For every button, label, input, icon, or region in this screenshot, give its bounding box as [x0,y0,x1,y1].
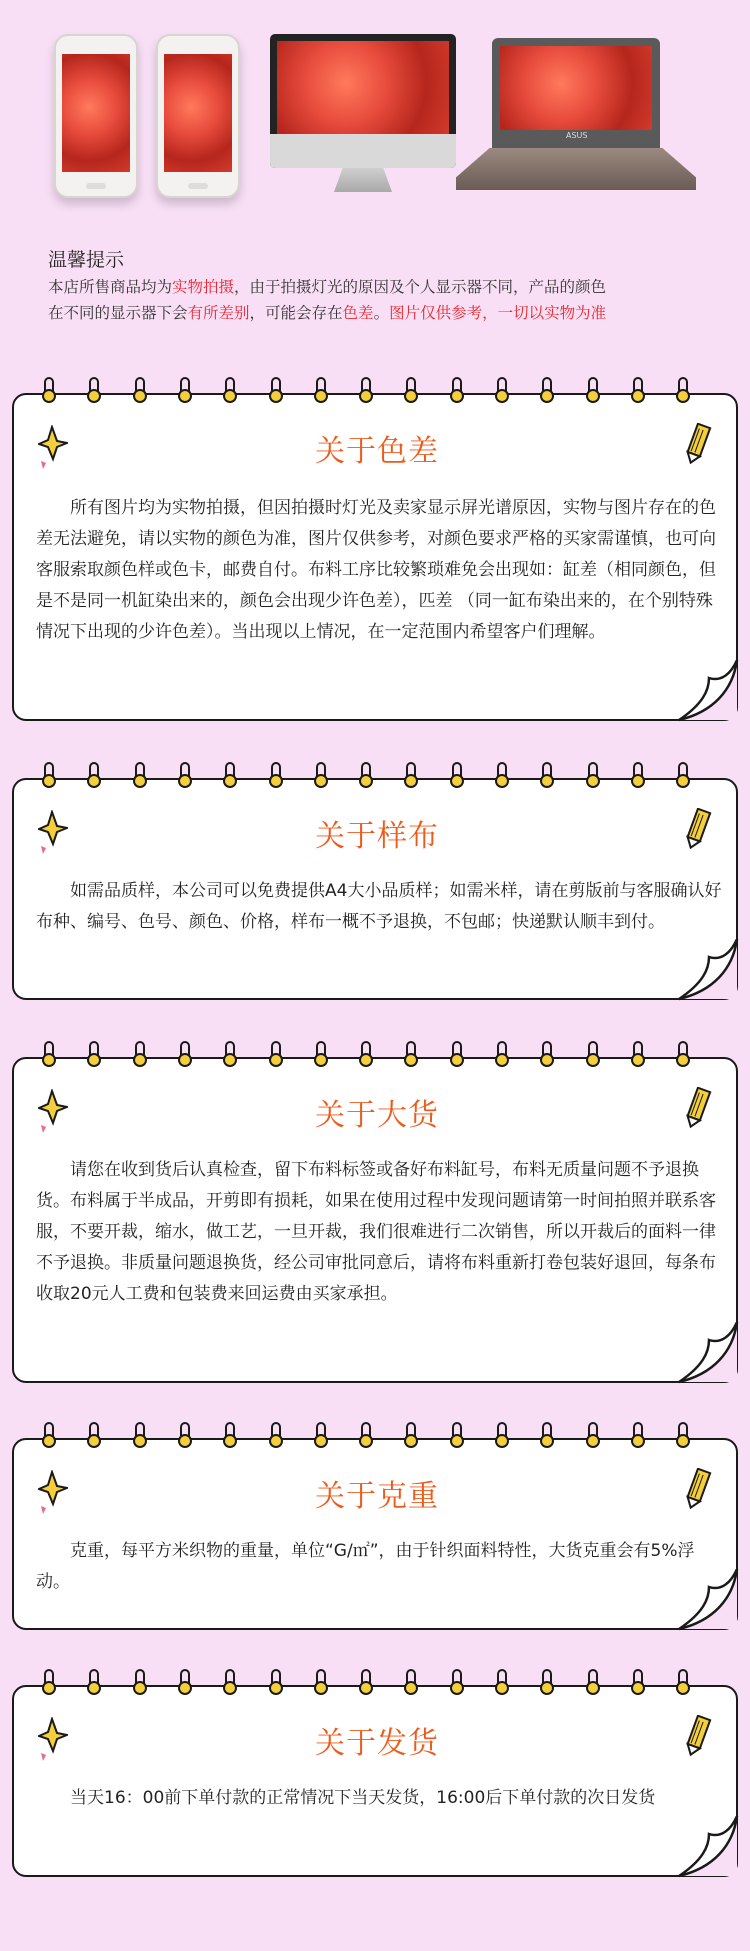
binder-ring [540,1669,554,1697]
binder-ring [404,1041,418,1069]
notice-section [48,248,708,326]
page-curl-icon [673,1816,739,1878]
phone-left [54,34,138,198]
binder-ring [631,1669,645,1697]
page-curl-icon [673,660,739,722]
binder-ring [223,1041,237,1069]
card-text: 请您在收到货后认真检查，留下布料标签或备好布料缸号，布料无质量问题不予退换货。布料属于半成品，开剪即有损耗，如果在使用过程中发现问题请第一时间拍照并联系客服，不要开裁，缩水，做工艺，一旦开裁，我们很难进行二次销售，所以开裁后的面料一律不予退换。非质量问题退换货，经公司审批同意后，请将布料重新打卷包装好退回，每条布收取20元人工费和包装费来回运费由买家承担。 [36,1160,716,1304]
binder-ring [495,1669,509,1697]
phone-right [156,34,240,198]
card-bulk-goods [12,1057,738,1383]
binder-rings [42,377,722,405]
binder-ring [631,377,645,405]
card-sample-fabric [12,778,738,1000]
binder-ring [314,762,328,790]
binder-ring [676,1041,690,1069]
notice-line-1: 本店所售商品均为实物拍摄，由于拍摄灯光的原因及个人显示器不同，产品的颜色 [48,278,607,296]
binder-ring [586,762,600,790]
fabric-image [62,54,130,172]
binder-rings [42,762,722,790]
binder-ring [42,377,56,405]
notice-highlight: 有所差别 [187,304,250,322]
card-title: 关于样布 [315,819,439,854]
binder-ring [631,1041,645,1069]
binder-ring [269,377,283,405]
binder-ring [586,1041,600,1069]
binder-ring [359,1422,373,1450]
binder-ring [178,377,192,405]
card-color-difference [12,393,738,721]
fabric-image [164,54,232,172]
binder-ring [314,1669,328,1697]
binder-ring [586,1422,600,1450]
binder-ring [404,762,418,790]
binder-ring [450,1669,464,1697]
card-title: 关于克重 [315,1479,439,1514]
card-shipping [12,1685,738,1877]
binder-ring [87,1669,101,1697]
binder-ring [133,377,147,405]
binder-ring [450,377,464,405]
binder-ring [87,1422,101,1450]
binder-ring [540,1422,554,1450]
notice-title: 温馨提示 [48,249,125,271]
card-title: 关于大货 [315,1098,439,1133]
fabric-image [277,41,449,134]
binder-ring [133,1041,147,1069]
binder-ring [314,1422,328,1450]
binder-ring [314,1041,328,1069]
binder-ring [223,1669,237,1697]
binder-ring [178,1669,192,1697]
binder-ring [269,1041,283,1069]
binder-ring [87,377,101,405]
binder-rings [42,1041,722,1069]
binder-rings [42,1669,722,1697]
binder-rings [42,1422,722,1450]
binder-ring [676,1422,690,1450]
binder-ring [314,377,328,405]
binder-ring [87,1041,101,1069]
binder-ring [269,762,283,790]
binder-ring [42,762,56,790]
binder-ring [540,762,554,790]
binder-ring [133,762,147,790]
binder-ring [676,377,690,405]
card-title: 关于发货 [315,1726,439,1761]
card-text: 克重，每平方米织物的重量，单位“G/㎡”，由于针织面料特性，大货克重会有5%浮动。 [36,1541,695,1592]
binder-ring [42,1041,56,1069]
binder-ring [404,1422,418,1450]
binder-ring [87,762,101,790]
card-text: 如需品质样，本公司可以免费提供A4大小品质样；如需米样，请在剪版前与客服确认好布种、编号、色号、颜色、价格，样布一概不予退换，不包邮；快递默认顺丰到付。 [36,881,722,932]
notice-line-2: 在不同的显示器下会有所差别，可能会存在色差。图片仅供参考，一切以实物为准 [48,304,607,322]
binder-ring [495,1041,509,1069]
binder-ring [359,377,373,405]
card-title: 关于色差 [315,434,439,469]
binder-ring [404,1669,418,1697]
binder-ring [359,762,373,790]
card-text: 当天16：00前下单付款的正常情况下当天发货，16:00后下单付款的次日发货 [70,1788,656,1808]
binder-ring [676,1669,690,1697]
device-banner [0,0,750,230]
binder-ring [404,377,418,405]
binder-ring [269,1422,283,1450]
binder-ring [676,762,690,790]
binder-ring [223,1422,237,1450]
binder-ring [42,1669,56,1697]
binder-ring [133,1422,147,1450]
page-curl-icon [673,939,739,1001]
binder-ring [540,377,554,405]
notice-highlight: 图片仅供参考，一切以实物为准 [389,304,607,322]
binder-ring [178,1422,192,1450]
binder-ring [631,1422,645,1450]
binder-ring [133,1669,147,1697]
binder-ring [178,1041,192,1069]
notice-highlight: 实物拍摄 [172,278,235,296]
binder-ring [495,762,509,790]
laptop-brand: ASUS [566,131,588,140]
binder-ring [42,1422,56,1450]
binder-ring [495,1422,509,1450]
binder-ring [586,377,600,405]
binder-ring [223,762,237,790]
page-curl-icon [673,1322,739,1384]
binder-ring [450,762,464,790]
binder-ring [586,1669,600,1697]
notice-body [48,274,708,326]
fabric-image [500,46,652,130]
binder-ring [359,1041,373,1069]
imac [270,34,456,198]
binder-ring [540,1041,554,1069]
card-text: 所有图片均为实物拍摄，但因拍摄时灯光及卖家显示屏光谱原因，实物与图片存在的色差无法避免，请以实物的颜色为准，图片仅供参考，对颜色要求严格的买家需谨慎，也可向客服索取颜色样或色卡，邮费自付。布料工序比较繁琐难免会出现如：缸差（相同颜色，但是不是同一机缸染出来的，颜色会出现少许色差），匹差 （同一缸布染出来的，在个别特殊情况下出现的少许色差）。当出现以上情况，在一定范围内希望客户们理解。 [36,498,716,642]
laptop [456,38,696,198]
card-weight [12,1438,738,1630]
notice-highlight: 色差 [342,304,374,322]
binder-ring [178,762,192,790]
binder-ring [495,377,509,405]
binder-ring [450,1422,464,1450]
binder-ring [269,1669,283,1697]
binder-ring [631,762,645,790]
binder-ring [359,1669,373,1697]
binder-ring [223,377,237,405]
binder-ring [450,1041,464,1069]
